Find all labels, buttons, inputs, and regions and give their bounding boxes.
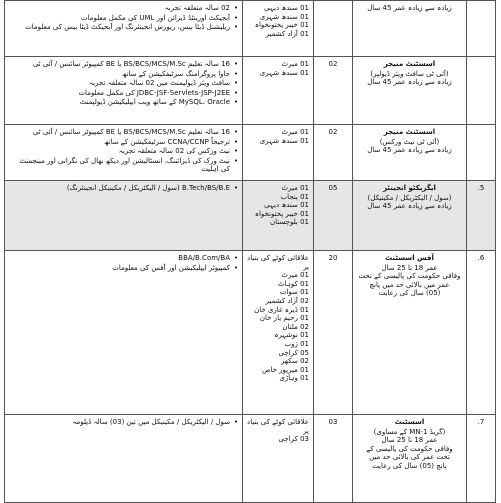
post-line: اسسٹنٹ منیجر: [383, 128, 436, 136]
domicile-item: 01 نوشہرہ: [274, 331, 309, 340]
domicile-item: 05 کراچی: [278, 348, 309, 357]
qualification-cell: [5, 57, 243, 125]
job-row: [5, 1, 496, 57]
post-title-cell: [353, 57, 467, 125]
qualification-cell: [5, 125, 243, 181]
job-row: [5, 57, 496, 125]
domicile-quota-cell: [243, 57, 314, 125]
domicile-item: 01 ژوب: [284, 339, 309, 348]
qualification-item: • BBA/B.Com/BA: [9, 254, 238, 263]
qualification-list: [9, 184, 238, 193]
domicile-item: 01 سندھ دیہی: [264, 4, 309, 12]
serial-number: 5.: [467, 181, 496, 251]
post-line: زیادہ سے زیادہ عمر 45 سال: [367, 202, 452, 211]
qualification-item: • 02 سالہ متعلقہ تجربہ: [9, 4, 238, 13]
domicile-item: 02 سکھر: [281, 357, 309, 366]
qualification-list: [9, 418, 238, 427]
domicile-item: 01 سندھ دیہی: [264, 201, 309, 210]
domicile-quota-cell: [243, 415, 314, 503]
domicile-quota-cell: [243, 1, 314, 57]
domicile-item: 01 میرپور خاص: [262, 365, 309, 374]
post-line: زیادہ سے زیادہ عمر 45 سال: [367, 4, 452, 12]
domicile-item: 01 سوات: [279, 288, 309, 297]
post-line: وفاقی حکومت کی پالیسی کے تحت: [358, 272, 461, 281]
domicile-item: 01 میرٹ: [281, 271, 309, 280]
serial-number: 6.: [467, 251, 496, 415]
domicile-quota-cell: [243, 125, 314, 181]
domicile-item: 01 وہاڑی: [279, 374, 309, 383]
post-line: پانچ (05) سال کی رعایت: [372, 461, 447, 470]
qualification-item: • B.Tech/BS/B.E (سول / الیکٹریکل / مکینیکل انجینئرنگ): [9, 184, 238, 193]
domicile-item: علاقائی کوٹے کی بنیاد پر: [247, 254, 309, 271]
qualification-item: • کمپیوٹر ایپلیکیشن اور آفس کی معلومات: [9, 264, 238, 273]
domicile-item: 01 بلوچستان: [270, 218, 309, 227]
qualification-item: • سافٹ ویئر ڈیولپمنٹ میں 02 سالہ متعلقہ تجربہ: [9, 79, 238, 88]
domicile-item: 01 میرٹ: [281, 60, 309, 68]
qualification-cell: [5, 181, 243, 251]
post-line: زیادہ سے زیادہ عمر 45 سال: [367, 146, 452, 155]
post-line: آفس اسسٹنٹ: [385, 254, 434, 262]
domicile-item: 02 ملتان: [282, 322, 309, 331]
qualification-item: • ریلیشنل ڈیٹا بیس، ریورس انجینئرنگ اور آبجیکٹ ڈیٹا بیس کی معلومات: [9, 23, 238, 32]
serial-number: 7.: [467, 415, 496, 503]
post-title-cell: [353, 125, 467, 181]
number-of-posts: 20: [314, 251, 353, 415]
job-posts-table: [4, 0, 496, 503]
qualification-item: • نیٹ ورک کی ڈیزائننگ، انسٹالیشن اور دیکھ بھال کی نگرانی اور مینجمنٹ کی اہلیت: [9, 157, 238, 174]
domicile-item: 01 رحیم یار خان: [259, 314, 309, 323]
job-row: [5, 125, 496, 181]
job-row: [5, 415, 496, 503]
post-line: عمر میں بالائی حد میں پانچ: [369, 280, 450, 289]
domicile-item: 02 آزاد کشمیر: [265, 296, 309, 305]
domicile-item: 01 خیبر پختونخواہ: [254, 21, 309, 30]
number-of-posts: 03: [314, 415, 353, 503]
qualification-item: • 16 سالہ تعلیم BS/BCS/MCS/M.Sc یا BE کمپیوٹر سائنس / آئی ٹی: [9, 128, 238, 137]
qualification-list: [9, 254, 238, 272]
domicile-item: 01 میرٹ: [281, 128, 309, 136]
post-title-cell: [353, 251, 467, 415]
post-line: اسسٹنٹ: [394, 418, 425, 426]
domicile-item: 01 سندھ شہری: [259, 12, 309, 21]
qualification-item: • سول / الیکٹریکل / مکینیکل میں تین (03) سالہ ڈپلومہ: [9, 418, 238, 427]
post-line: وفاقی حکومت کی پالیسی کے: [366, 444, 453, 453]
qualification-list: [9, 60, 238, 107]
qualification-item: • ترجیحاً CCNA/CCNP سرٹیفکیشن کے ساتھ: [9, 138, 238, 147]
post-line: ایگزیکٹو انجینئر: [383, 184, 436, 192]
post-title-cell: [353, 181, 467, 251]
domicile-item: 01 پنجاب: [280, 192, 309, 201]
post-title-cell: [353, 1, 467, 57]
qualification-cell: [5, 1, 243, 57]
qualification-item: • JDBC-JSF-Servlets-JSP-J2EE کی مکمل معلومات: [9, 89, 238, 98]
serial-number: [467, 1, 496, 57]
qualification-cell: [5, 415, 243, 503]
job-row: [5, 251, 496, 415]
job-row: [5, 181, 496, 251]
domicile-item: 01 میرٹ: [281, 184, 309, 192]
post-line: (05) سال کی رعایت: [378, 289, 441, 298]
number-of-posts: 05: [314, 181, 353, 251]
number-of-posts: 02: [314, 125, 353, 181]
domicile-quota-cell: [243, 181, 314, 251]
serial-number: [467, 57, 496, 125]
post-line: عمر 18 تا 25 سال: [381, 436, 438, 445]
post-line: (آئی ٹی سافٹ ویئر ڈیولپر): [370, 69, 449, 78]
qualification-list: [9, 128, 238, 174]
qualification-item: • 16 سالہ تعلیم BS/BCS/MCS/M.Sc یا BE کمپیوٹر سائنس / آئی ٹی: [9, 60, 238, 69]
domicile-item: 01 ڈیرہ غازی خان: [254, 305, 309, 314]
domicile-item: 01 سندھ شہری: [259, 136, 309, 145]
post-line: تحت عمر کی بالائی حد میں: [369, 453, 450, 462]
post-line: زیادہ سے زیادہ عمر 45 سال: [367, 78, 452, 87]
post-title-cell: [353, 415, 467, 503]
qualification-item: • MySQL، Oracle کے ساتھ ویب ایپلیکیشن ڈیولپمنٹ: [9, 98, 238, 107]
post-line: (سول / الیکٹریکل / مکینیکل): [367, 193, 452, 202]
domicile-quota-cell: [243, 251, 314, 415]
domicile-item: علاقائی کوٹے کی بنیاد پر: [247, 418, 309, 435]
qualification-item: • نیٹ ورکس کی 02 سالہ متعلقہ تجربہ: [9, 147, 238, 156]
number-of-posts: [314, 1, 353, 57]
domicile-item: 01 خیبر پختونخواہ: [254, 209, 309, 218]
domicile-item: 01 کوہاٹ: [278, 279, 309, 288]
qualification-list: [9, 4, 238, 32]
number-of-posts: 02: [314, 57, 353, 125]
domicile-item: 01 سندھ شہری: [259, 68, 309, 77]
post-line: عمر 18 تا 25 سال: [381, 263, 438, 272]
domicile-item: 01 آزاد کشمیر: [265, 29, 309, 38]
post-line: اسسٹنٹ منیجر: [383, 60, 436, 68]
domicile-item: 03 کراچی: [278, 435, 309, 444]
post-line: (گریڈ MN-1 کے مساوی): [373, 427, 446, 436]
serial-number: [467, 125, 496, 181]
qualification-item: • آبجیکٹ اورینٹڈ ڈیزائن اور UML کی مکمل معلومات: [9, 14, 238, 23]
qualification-cell: [5, 251, 243, 415]
qualification-item: • جاوا پروگرامنگ سرٹیفکیشن کے ساتھ: [9, 70, 238, 79]
post-line: (آئی ٹی نیٹ ورکس): [379, 137, 440, 146]
